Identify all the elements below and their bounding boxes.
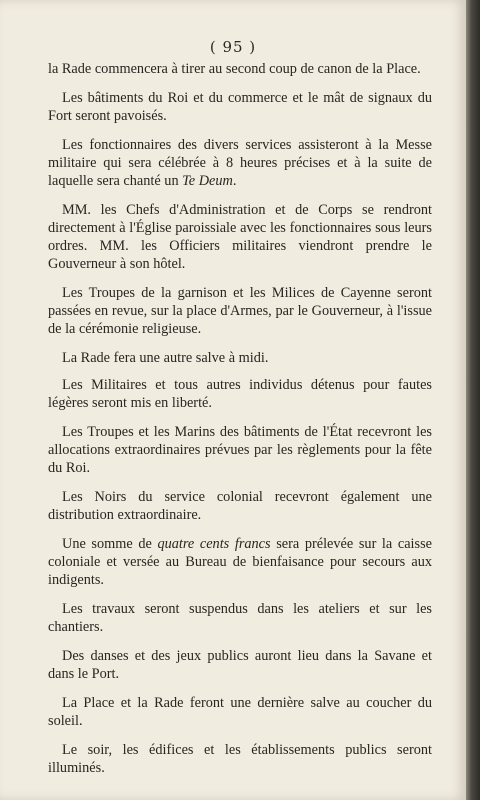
paragraph: Les bâtiments du Roi et du commerce et le mât de signaux du Fort seront pavoisés. [48, 90, 432, 124]
page-body [48, 60, 432, 788]
paragraph: la Rade commencera à tirer au second coup de canon de la Place. [48, 61, 421, 77]
paragraph: MM. les Chefs d'Administration et de Corps se rendront directement à l'Église paroissiale avec les fonctionnaires sous leurs ordres. MM. les Officiers militaires viendront prendre le Gouverneur à son hôtel. [48, 202, 432, 272]
paragraph: Les Noirs du service colonial recevront également une distribution extraordinaire. [48, 489, 432, 523]
italic-phrase: quatre cents francs [157, 536, 271, 552]
paragraph: Des danses et des jeux publics auront lieu dans la Savane et dans le Port. [48, 648, 432, 682]
paragraph: Les Troupes et les Marins des bâtiments de l'État recevront les allocations extraordinaires prévues par les règlements pour la fête du Roi. [48, 424, 432, 476]
paragraph: Les fonctionnaires des divers services assisteront à la Messe militaire qui sera célébrée à 8 heures précises et à la suite de laquelle sera chanté un Te Deum. [48, 137, 432, 189]
paragraph: La Place et la Rade feront une dernière salve au coucher du soleil. [48, 695, 432, 729]
book-edge-shadow [466, 0, 480, 800]
paragraph: La Rade fera une autre salve à midi. [62, 350, 269, 366]
paragraph: Les Troupes de la garnison et les Milices de Cayenne seront passées en revue, sur la place d'Armes, par le Gouverneur, à l'issue de la cérémonie religieuse. [48, 285, 432, 337]
italic-phrase: Te Deum [182, 173, 233, 189]
paragraph: Le soir, les édifices et les établissements publics seront illuminés. [48, 742, 432, 776]
paragraph: Les Militaires et tous autres individus détenus pour fautes légères seront mis en liberté. [48, 377, 432, 411]
paragraph: Les travaux seront suspendus dans les ateliers et sur les chantiers. [48, 601, 432, 635]
page-number: ( 95 ) [209, 38, 257, 56]
paragraph: Une somme de quatre cents francs sera prélevée sur la caisse coloniale et versée au Bureau de bienfaisance pour secours aux indigents. [48, 536, 433, 588]
